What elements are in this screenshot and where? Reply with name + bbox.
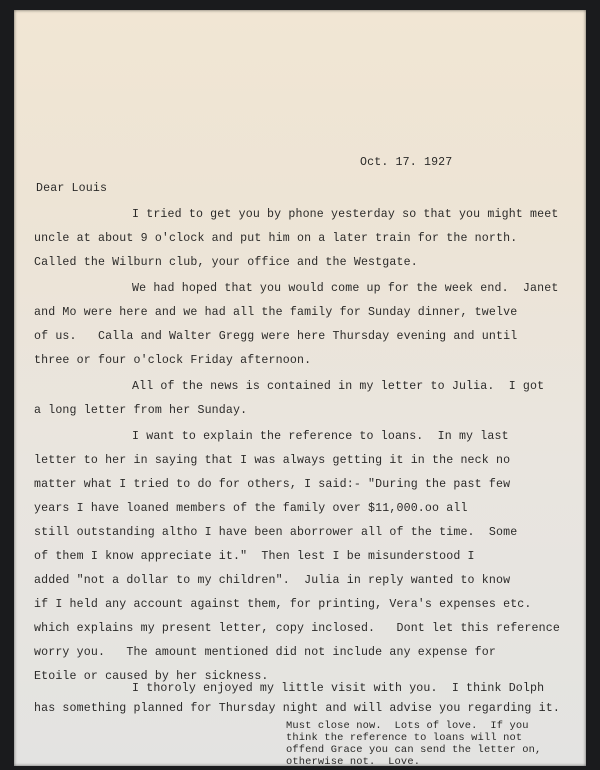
- closing-line: offend Grace you can send the letter on,: [286, 744, 542, 756]
- letter-salutation: Dear Louis: [36, 182, 108, 195]
- body-line: worry you. The amount mentioned did not include any expense for: [34, 646, 496, 659]
- body-line: still outstanding altho I have been aborrower all of the time. Some: [34, 526, 518, 539]
- body-line: Called the Wilburn club, your office and the Westgate.: [34, 256, 418, 269]
- body-line: years I have loaned members of the family over $11,000.oo all: [34, 502, 468, 515]
- closing-line: otherwise not. Love.: [286, 756, 421, 768]
- body-line: matter what I tried to do for others, I said:- "During the past few: [34, 478, 511, 491]
- body-line: I want to explain the reference to loans. In my last: [132, 430, 509, 443]
- letter-date: Oct. 17. 1927: [360, 156, 453, 169]
- body-line: of us. Calla and Walter Gregg were here Thursday evening and until: [34, 330, 518, 343]
- body-line: uncle at about 9 o'clock and put him on a later train for the north.: [34, 232, 518, 245]
- body-line: We had hoped that you would come up for the week end. Janet: [132, 282, 559, 295]
- body-line: Etoile or caused by her sickness.: [34, 670, 269, 683]
- body-line: three or four o'clock Friday afternoon.: [34, 354, 312, 367]
- body-line: I tried to get you by phone yesterday so that you might meet: [132, 208, 559, 221]
- body-line: I thoroly enjoyed my little visit with you. I think Dolph: [132, 682, 545, 695]
- body-line: and Mo were here and we had all the family for Sunday dinner, twelve: [34, 306, 518, 319]
- body-line: if I held any account against them, for printing, Vera's expenses etc.: [34, 598, 532, 611]
- closing-line: think the reference to loans will not: [286, 732, 523, 744]
- body-line: of them I know appreciate it." Then lest I be misunderstood I: [34, 550, 475, 563]
- body-line: added "not a dollar to my children". Julia in reply wanted to know: [34, 574, 511, 587]
- body-line: All of the news is contained in my letter to Julia. I got: [132, 380, 545, 393]
- body-line: letter to her in saying that I was always getting it in the neck no: [34, 454, 511, 467]
- body-line: has something planned for Thursday night and will advise you regarding it.: [34, 702, 560, 715]
- body-line: a long letter from her Sunday.: [34, 404, 248, 417]
- letter-paper: [14, 10, 586, 766]
- closing-line: Must close now. Lots of love. If you: [286, 720, 529, 732]
- body-line: which explains my present letter, copy inclosed. Dont let this reference: [34, 622, 560, 635]
